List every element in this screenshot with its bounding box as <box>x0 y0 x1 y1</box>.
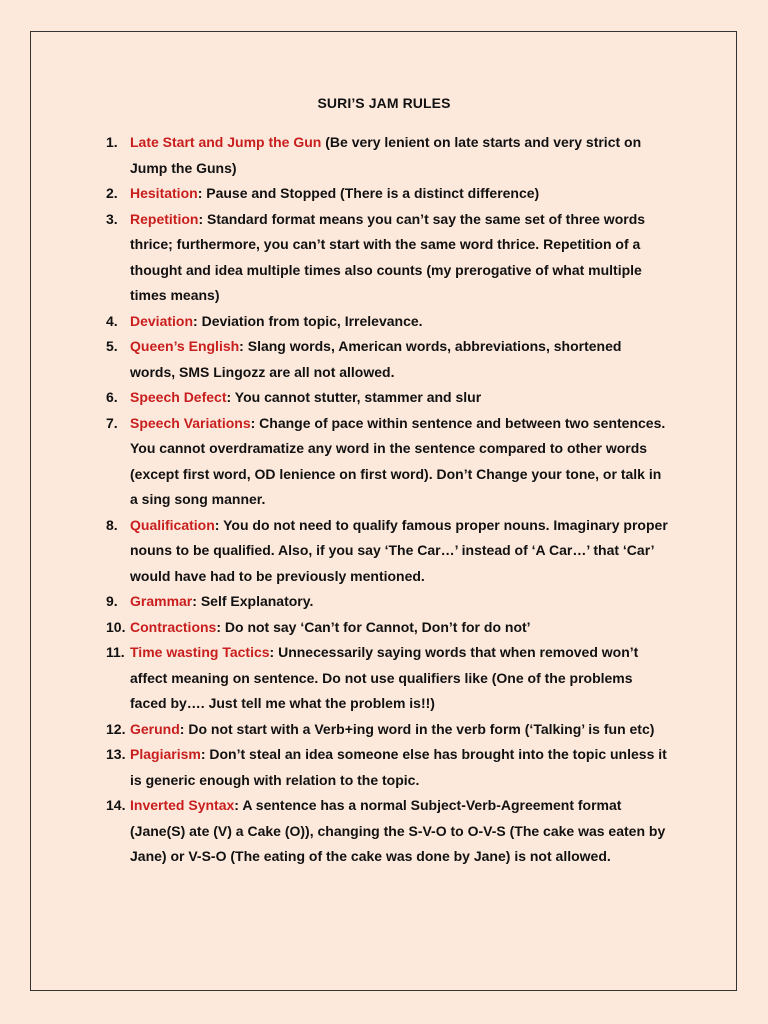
rule-body <box>130 411 670 513</box>
rule-body <box>130 334 670 385</box>
rule-number: 6. <box>106 389 118 405</box>
rule-text: Standard format means you can’t say the same set of three words thrice; furthermore, you can’t start with the same word thrice. Repetition of a thought and idea multiple times also counts (my prerogative of what multiple times means) <box>130 210 646 303</box>
rule-term: Gerund <box>130 720 180 737</box>
rule-item <box>0 181 768 207</box>
rule-number: 12. <box>106 720 126 737</box>
rules-list <box>0 130 768 870</box>
rule-text: Slang words, American words, abbreviations, shortened words, SMS Lingozz are all not allowed. <box>130 338 622 380</box>
rule-separator: : <box>250 414 260 431</box>
rule-item <box>0 385 768 411</box>
rule-text: A sentence has a normal Subject-Verb-Agreement format (Jane(S) ate (V) a Cake (O)), changing the S-V-O to O-V-S (The cake was eaten by Jane) or V-S-O (The eating of the cake was done by Jane) is not allowed. <box>130 797 666 864</box>
rule-number: 10. <box>106 618 126 635</box>
rule-term: Late Start and Jump the Gun <box>130 134 322 150</box>
rule-number: 3. <box>106 210 118 227</box>
rule-item <box>0 717 768 743</box>
rule-separator: : <box>179 720 189 737</box>
rule-item <box>0 309 768 335</box>
rule-number: 14. <box>106 797 126 813</box>
rule-body <box>130 742 670 793</box>
rule-text: Do not say ‘Can’t for Cannot, Don’t for do not’ <box>224 618 531 635</box>
rule-text: Unnecessarily saying words that when removed won’t affect meaning on sentence. Do not use qualifiers like (One of the problems faced by…. Just tell me what the problem is!!) <box>130 644 639 711</box>
rule-number: 7. <box>106 414 118 431</box>
rule-body <box>130 309 670 335</box>
rule-term: Inverted Syntax <box>130 797 235 813</box>
rule-number: 9. <box>106 593 118 609</box>
rule-separator: : <box>216 618 225 635</box>
rule-text: (Be very lenient on late starts and very strict on Jump the Guns) <box>130 134 642 176</box>
rule-body <box>130 385 670 411</box>
rule-term: Deviation <box>130 312 194 329</box>
rule-separator: : <box>214 516 224 533</box>
rule-item <box>0 130 768 181</box>
rule-separator: : <box>269 644 279 660</box>
rule-item <box>0 334 768 385</box>
page-title: SURI’S JAM RULES <box>317 95 451 111</box>
rule-separator: : <box>239 338 248 354</box>
rule-number: 5. <box>106 338 118 354</box>
rule-term: Grammar <box>130 593 193 609</box>
rule-body <box>130 793 670 870</box>
rule-term: Plagiarism <box>130 746 201 762</box>
rule-separator: : <box>192 593 201 609</box>
rule-number: 1. <box>106 134 118 150</box>
rule-body <box>130 615 670 641</box>
rule-term: Queen’s English <box>130 338 240 354</box>
rule-text: You do not need to qualify famous proper nouns. Imaginary proper nouns to be qualified. Also, if you say ‘The Car…’ instead of ‘A Car…’ that ‘Car’ would have had to be previously mentioned. <box>130 516 668 584</box>
rule-number: 11. <box>106 644 125 660</box>
rule-text: Do not start with a Verb+ing word in the verb form (‘Talking’ is fun etc) <box>188 720 655 737</box>
rule-term: Speech Defect <box>130 389 227 405</box>
rule-number: 4. <box>106 312 118 329</box>
rule-item <box>0 513 768 590</box>
rule-text: Pause and Stopped (There is a distinct difference) <box>206 185 540 201</box>
rule-item <box>0 640 768 717</box>
rule-body <box>130 513 670 590</box>
rule-body <box>130 717 670 743</box>
rule-term: Time wasting Tactics <box>130 644 270 660</box>
rule-body <box>130 207 670 309</box>
rule-separator: : <box>226 389 235 405</box>
rule-text: Don’t steal an idea someone else has brought into the topic unless it is generic enough with relation to the topic. <box>130 746 667 788</box>
rule-body <box>130 181 670 207</box>
rule-text: You cannot stutter, stammer and slur <box>234 389 482 405</box>
rule-item <box>0 615 768 641</box>
rule-separator: : <box>193 312 202 329</box>
rule-body <box>130 589 670 615</box>
rule-body <box>130 640 670 717</box>
rule-separator: : <box>200 746 210 762</box>
rule-text: Deviation from topic, Irrelevance. <box>201 312 423 329</box>
rule-term: Contractions <box>130 618 217 635</box>
rule-separator: : <box>197 185 207 201</box>
rule-item <box>0 793 768 870</box>
rule-number: 8. <box>106 516 118 533</box>
rule-separator: : <box>198 210 208 227</box>
rule-term: Hesitation <box>130 185 198 201</box>
rule-separator: : <box>234 797 243 813</box>
rule-term: Speech Variations <box>130 414 251 431</box>
rule-number: 13. <box>106 746 126 762</box>
rule-text: Self Explanatory. <box>200 593 314 609</box>
rule-item <box>0 742 768 793</box>
rule-body <box>130 130 670 181</box>
rule-term: Qualification <box>130 516 215 533</box>
rule-number: 2. <box>106 185 118 201</box>
rule-text: Change of pace within sentence and between two sentences. You cannot overdramatize any word in the sentence compared to other words (except first word, OD lenience on first word). Don’t Change your tone, or talk in a sing song manner. <box>130 414 666 507</box>
rule-item <box>0 589 768 615</box>
rule-item <box>0 411 768 513</box>
rule-term: Repetition <box>130 210 199 227</box>
rule-item <box>0 207 768 309</box>
